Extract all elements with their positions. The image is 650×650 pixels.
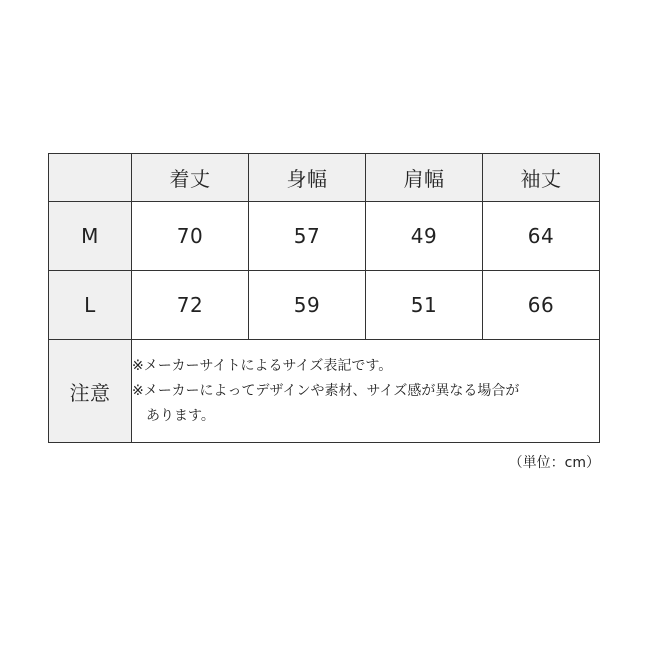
note-label: 注意 <box>49 340 132 443</box>
header-chest-width: 身幅 <box>249 154 366 202</box>
value-m-length: 70 <box>132 202 249 271</box>
note-text-cell <box>132 340 600 443</box>
note-line-3: あります。 <box>146 407 215 424</box>
header-length: 着丈 <box>132 154 249 202</box>
value-m-shoulder-width: 49 <box>366 202 483 271</box>
table-row <box>49 271 600 340</box>
size-label-l: L <box>49 271 132 340</box>
unit-label: （単位：cm） <box>508 455 600 471</box>
table-row <box>49 202 600 271</box>
size-label-m: M <box>49 202 132 271</box>
note-row <box>49 340 600 443</box>
value-l-chest-width: 59 <box>249 271 366 340</box>
note-line-2: ※メーカーによってデザインや素材、サイズ感が異なる場合が <box>132 382 520 399</box>
value-m-sleeve-length: 64 <box>483 202 600 271</box>
table-header-row <box>49 154 600 202</box>
value-l-sleeve-length: 66 <box>483 271 600 340</box>
size-chart-table <box>48 153 600 443</box>
value-l-length: 72 <box>132 271 249 340</box>
header-sleeve-length: 袖丈 <box>483 154 600 202</box>
header-shoulder-width: 肩幅 <box>366 154 483 202</box>
value-m-chest-width: 57 <box>249 202 366 271</box>
note-line-1: ※メーカーサイトによるサイズ表記です。 <box>132 357 393 374</box>
header-corner-cell <box>49 154 132 202</box>
value-l-shoulder-width: 51 <box>366 271 483 340</box>
